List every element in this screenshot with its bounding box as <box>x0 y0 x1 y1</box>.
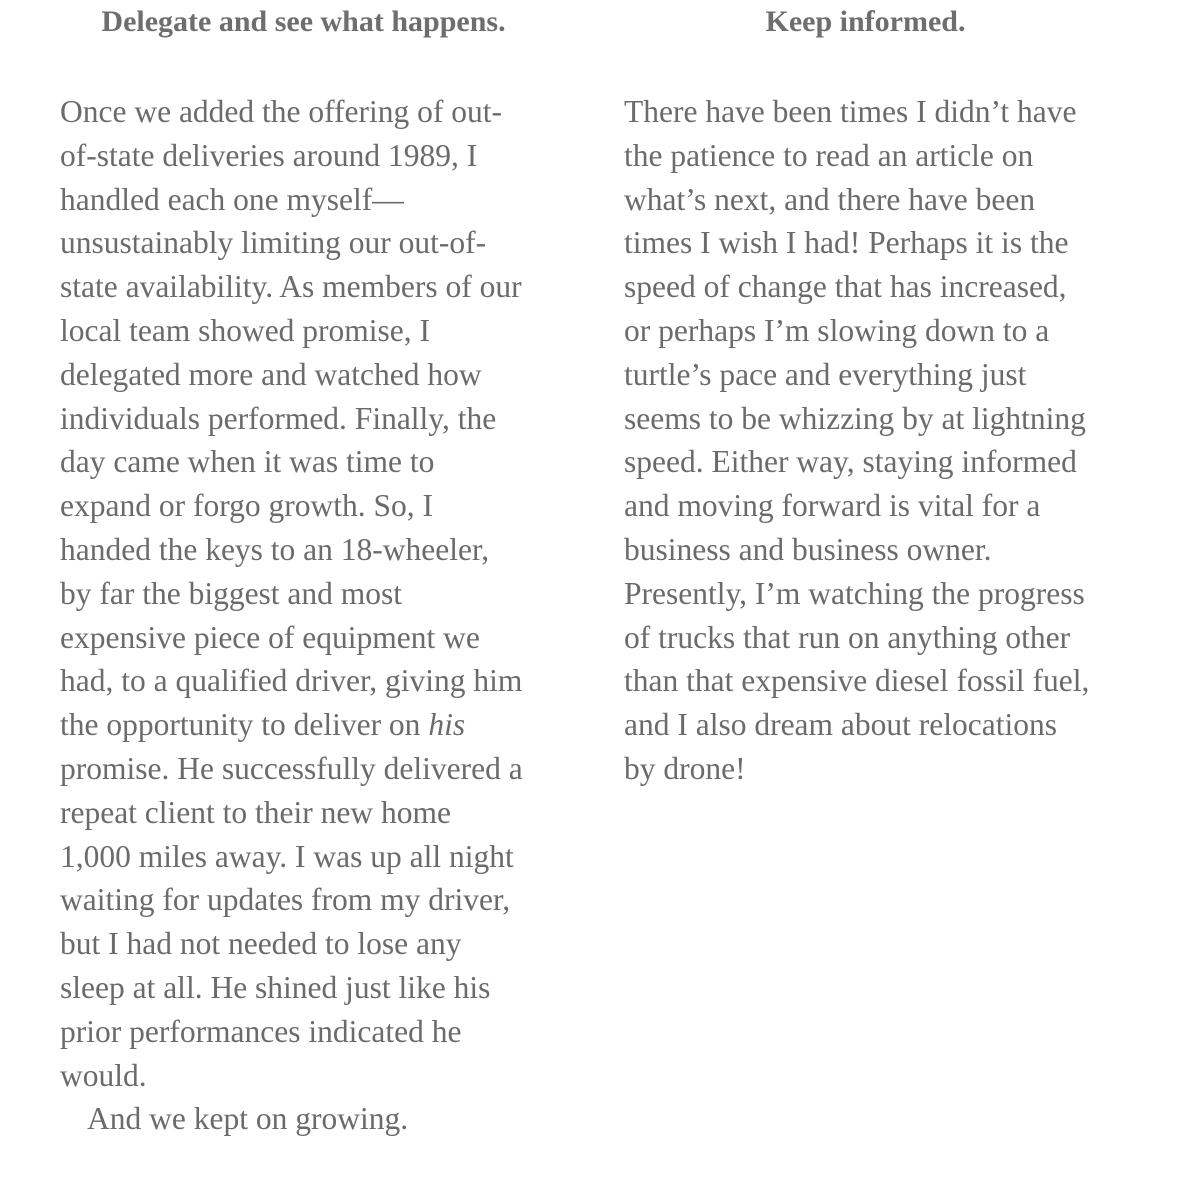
text-line: expensive piece of equipment we <box>60 619 480 655</box>
right-column-heading: Keep informed. <box>765 5 966 38</box>
right-column <box>624 0 1129 791</box>
text-line: state availability. As members of our <box>60 269 522 305</box>
closing-paragraph: And we kept on growing. <box>87 1101 409 1137</box>
text-line: turtle’s pace and everything just <box>624 356 1027 392</box>
text-line: individuals performed. Finally, the <box>60 400 497 436</box>
text-line: handed the keys to an 18-wheeler, <box>60 531 490 567</box>
emphasis-word: his <box>428 707 466 743</box>
text-line: of-state deliveries around 1989, I <box>60 137 478 173</box>
text-line: of trucks that run on anything other <box>624 619 1071 655</box>
text-line: sleep at all. He shined just like his <box>60 969 491 1005</box>
text-line: speed of change that has increased, <box>624 269 1067 305</box>
text-line: by drone! <box>624 750 746 786</box>
text-line: unsustainably limiting our out-of- <box>60 225 487 261</box>
text-line: and moving forward is vital for a <box>624 488 1041 524</box>
left-column <box>60 0 565 1141</box>
text-fragment: the opportunity to deliver on <box>60 707 429 743</box>
text-line: the patience to read an article on <box>624 137 1034 173</box>
text-line: 1,000 miles away. I was up all night <box>60 838 514 874</box>
text-line: Presently, I’m watching the progress <box>624 575 1085 611</box>
text-line: business and business owner. <box>624 531 992 567</box>
text-line: handled each one myself— <box>60 181 404 217</box>
text-line: than that expensive diesel fossil fuel, <box>624 663 1090 699</box>
text-line: what’s next, and there have been <box>624 181 1036 217</box>
text-line: There have been times I didn’t have <box>624 94 1077 129</box>
right-column-paragraph <box>624 90 1129 791</box>
text-line: but I had not needed to lose any <box>60 926 462 962</box>
text-line: and I also dream about relocations <box>624 707 1057 743</box>
text-line: repeat client to their new home <box>60 794 451 830</box>
text-line: promise. He successfully delivered a <box>60 750 523 786</box>
text-line: by far the biggest and most <box>60 575 403 611</box>
left-column-paragraph <box>60 90 565 1141</box>
text-line: local team showed promise, I <box>60 312 431 348</box>
text-line: times I wish I had! Perhaps it is the <box>624 225 1069 261</box>
text-line-with-emphasis <box>60 703 565 747</box>
text-line: day came when it was time to <box>60 444 435 480</box>
text-line: would. <box>60 1057 147 1093</box>
text-line: seems to be whizzing by at lightning <box>624 400 1086 436</box>
text-line: or perhaps I’m slowing down to a <box>624 312 1050 348</box>
text-line: prior performances indicated he <box>60 1013 462 1049</box>
text-line: expand or forgo growth. So, I <box>60 488 433 524</box>
text-line: delegated more and watched how <box>60 356 482 392</box>
text-line: waiting for updates from my driver, <box>60 882 511 918</box>
text-line: had, to a qualified driver, giving him <box>60 663 523 699</box>
text-line: speed. Either way, staying informed <box>624 444 1077 480</box>
left-column-heading: Delegate and see what happens. <box>101 5 506 38</box>
text-line: Once we added the offering of out- <box>60 94 502 129</box>
